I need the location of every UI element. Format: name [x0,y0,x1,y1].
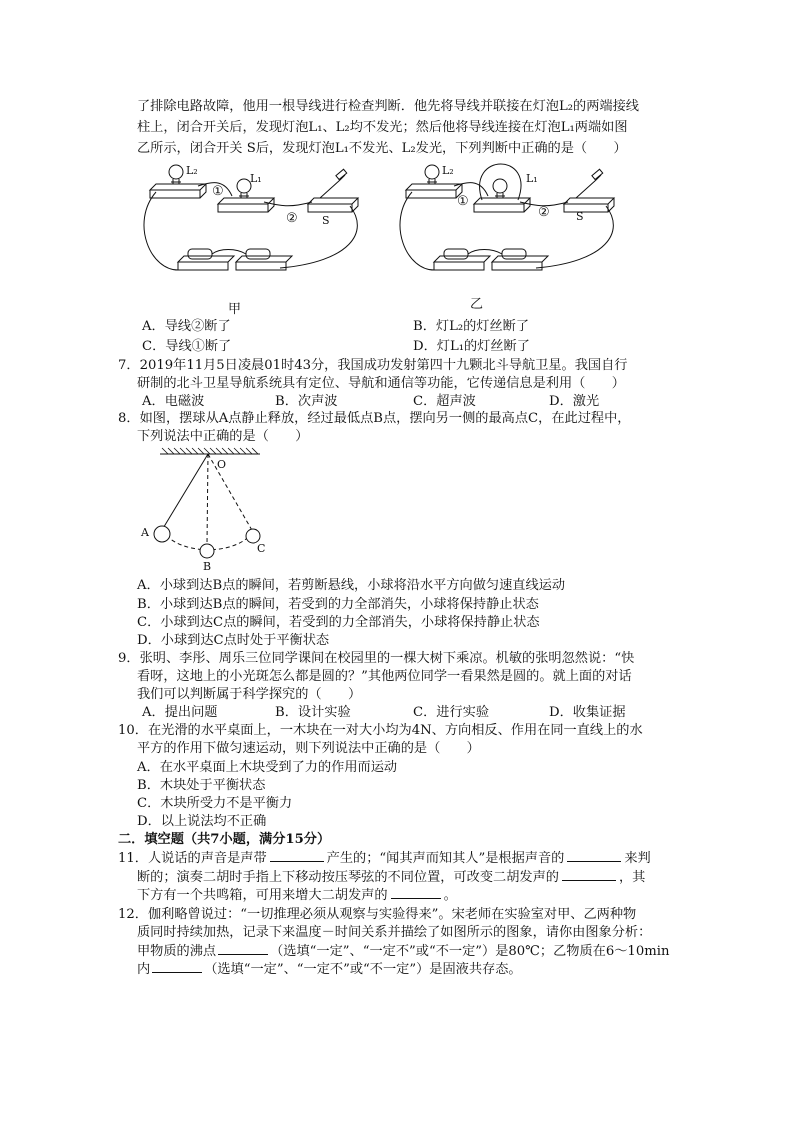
q7-option-a: A．电磁波 [142,394,205,409]
q12-blank2[interactable] [152,960,202,973]
q6-intro-line1: 了排除电路故障，他用一根导线进行检查判断．他先将导线并联接在灯泡L₂的两端接线 [137,99,639,114]
q8-option-d: D．小球到达C点时处于平衡状态 [137,633,330,648]
q8-option-c: C．小球到达C点的瞬间，若受到的力全部消失，小球将保持静止状态 [137,615,540,630]
caption-jia: 甲 [228,302,242,317]
q12-blank1[interactable] [218,942,268,955]
q10-option-d: D．以上说法均不正确 [137,814,267,829]
label-wire2-yi: ② [538,205,550,220]
q6-option-c: C．导线①断了 [142,339,232,354]
q11-blank2[interactable] [567,849,621,862]
q9-line2: 看呀，这地上的小光斑怎么都是圆的？”其他两位同学一看果然是圆的。就上面的对话 [137,669,632,684]
q6-intro-line2: 柱上，闭合开关后，发现灯泡L₁、L₂均不发光；然后他将导线连接在灯泡L₁两端如图 [137,120,628,135]
q12-line2: 质同时持续加热，记录下来温度－时间关系并描绘了如图所示的图象，请你由图象分析： [137,925,652,940]
q10-option-b: B．木块处于平衡状态 [137,778,266,793]
q9-options [0,704,794,722]
q11-blank3[interactable] [562,868,616,881]
label-switch-jia: S [322,214,330,227]
q12-text1: 甲物质的沸点 [137,944,217,959]
label-l2-jia: L₂ [186,164,198,177]
q6-intro-line3: 乙所示，闭合开关 S后，发现灯泡L₁不发光、L₂发光，下列判断中正确的是（ ） [137,141,627,156]
pendulum-figure [138,448,288,568]
q9-line1: 9．张明、李彤、周乐三位同学课间在校园里的一棵大树下乘凉。机敏的张明忽然说：“快 [118,651,635,666]
q7-line2: 研制的北斗卫星导航系统具有定位、导航和通信等功能，它传递信息是利用（ ） [137,376,625,391]
label-l1-jia: L₁ [250,172,262,185]
q6-options-row2 [0,338,794,356]
q12-line3 [137,942,669,961]
q9-option-d: D．收集证据 [549,705,626,720]
q8-option-a: A．小球到达B点的瞬间，若剪断悬线，小球将沿水平方向做匀速直线运动 [137,578,566,593]
q7-option-b: B．次声波 [275,394,338,409]
q11-line3 [137,886,457,905]
q9-option-b: B．设计实验 [275,705,351,720]
q9-option-a: A．提出问题 [142,705,218,720]
q10-line2: 平方的作用下做匀速运动，则下列说法中正确的是（ ） [137,741,480,756]
q11-text7: 。 [443,888,457,903]
q12-line4 [137,960,522,979]
q8-line1: 8．如图，摆球从A点静止释放，经过最低点B点，摆向另一侧的最高点C，在此过程中， [118,411,631,426]
label-point-a: A [141,526,149,539]
circuit-figure-yi [396,162,626,292]
q11-line2 [137,868,645,887]
q6-option-b: B．灯L₂的灯丝断了 [413,319,530,334]
q11-text6: 下方有一个共鸣箱，可用来增大二胡发声的 [137,888,388,903]
q6-options-row1 [0,318,794,336]
label-l1-yi: L₁ [526,172,538,185]
q12-text3: 内 [137,962,151,977]
section2-title: 二．填空题（共7小题，满分15分） [118,832,331,847]
q11-text3: 来判 [624,851,651,866]
q10-option-c: C．木块所受力不是平衡力 [137,796,293,811]
q7-line1: 7．2019年11月5日凌晨01时43分，我国成功发射第四十九颗北斗导航卫星。我国自行 [118,358,628,373]
q11-text2: 产生的；“闻其声而知其人”是根据声音的 [326,851,565,866]
q8-option-b: B．小球到达B点的瞬间，若受到的力全部消失，小球将保持静止状态 [137,597,539,612]
q9-line3: 我们可以判断属于科学探究的（ ） [137,687,362,702]
q11-text5: ，其 [619,870,646,885]
q11-blank1[interactable] [270,849,324,862]
label-wire1-yi: ① [457,194,469,209]
q12-line1: 12．伽利略曾说过：“一切推理必须从观察与实验得来”。宋老师在实验室对甲、乙两种物 [118,907,637,922]
q11-text4: 断的；演奏二胡时手指上下移动按压琴弦的不同位置，可改变二胡发声的 [137,870,559,885]
q8-line2: 下列说法中正确的是（ ） [137,429,309,444]
q11-text1: 11．人说话的声音是声带 [118,851,267,866]
q7-option-d: D．激光 [549,394,600,409]
q12-text2: （选填“一定”、“一定不”或“不一定”）是80℃；乙物质在6～10min [270,944,670,959]
label-switch-yi: S [576,210,584,223]
label-point-b: B [203,560,212,573]
label-wire1-jia: ① [212,184,224,199]
q6-option-d: D．灯L₁的灯丝断了 [413,339,530,354]
q10-line1: 10．在光滑的水平桌面上，一木块在一对大小均为4N、方向相反、作用在同一直线上的水 [118,723,643,738]
q7-option-c: C．超声波 [413,394,476,409]
q9-option-c: C．进行实验 [413,705,490,720]
q10-option-a: A．在水平桌面上木块受到了力的作用而运动 [137,760,398,775]
q11-line1 [118,849,651,868]
label-l2-yi: L₂ [442,164,454,177]
q7-options [0,393,794,411]
label-wire2-jia: ② [286,211,298,226]
q6-option-a: A．导线②断了 [142,319,231,334]
label-point-o: O [217,458,227,471]
q11-blank4[interactable] [391,886,441,899]
caption-yi: 乙 [470,297,484,312]
q12-text4: （选填“一定”、“一定不”或“不一定”）是固液共存态。 [204,962,522,977]
label-point-c: C [257,542,266,555]
